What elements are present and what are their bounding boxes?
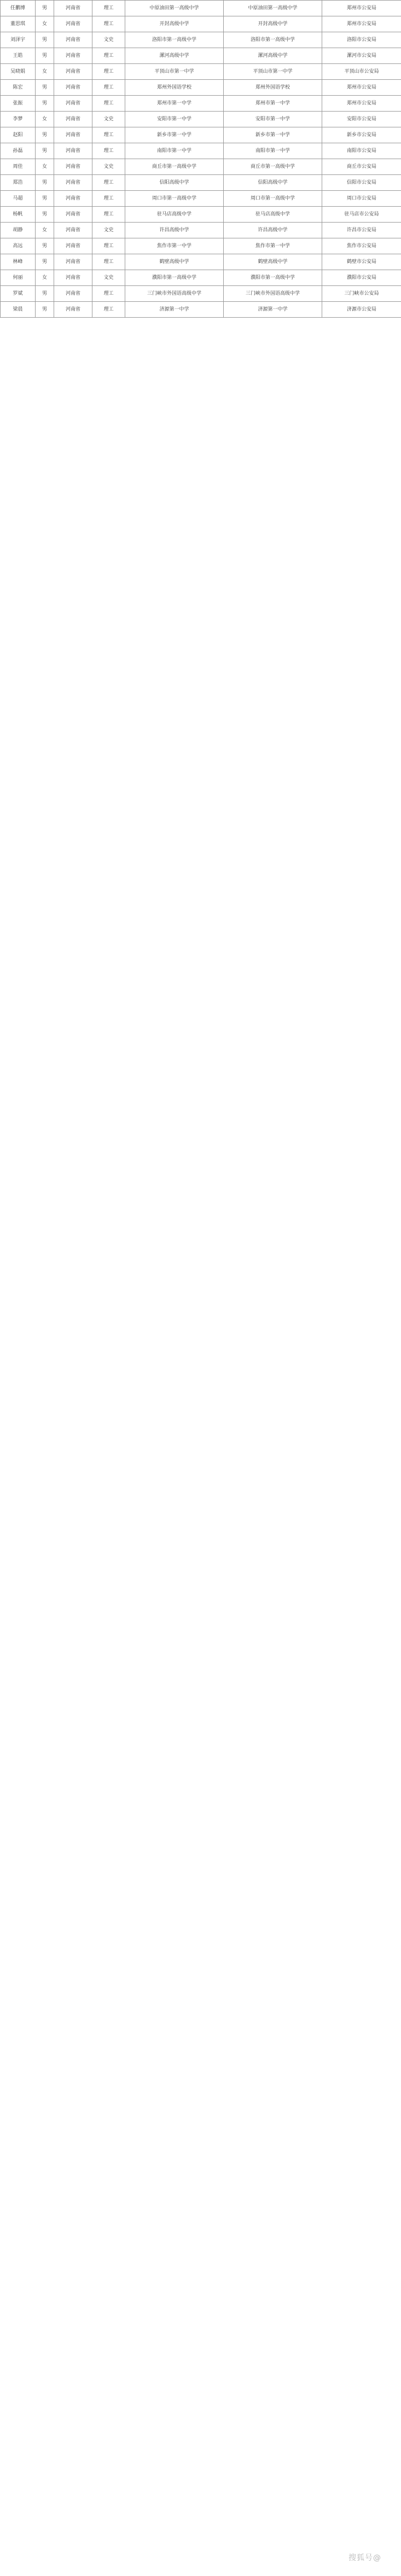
- unit-cell: 平顶山市公安局: [322, 64, 401, 80]
- category-cell: 文史: [92, 223, 125, 238]
- province-cell: 河南省: [54, 159, 92, 175]
- admit-school-cell: 郑州市第一中学: [224, 96, 322, 112]
- admit-school-cell: 漯河高级中学: [224, 48, 322, 64]
- school-cell: 郑州市第一中学: [125, 96, 224, 112]
- school-cell: 焦作市第一中学: [125, 238, 224, 254]
- school-cell: 驻马店高级中学: [125, 207, 224, 223]
- unit-cell: 三门峡市公安局: [322, 286, 401, 302]
- admit-school-cell: 开封高级中学: [224, 16, 322, 32]
- admit-school-cell: 郑州外国语学校: [224, 80, 322, 96]
- province-cell: 河南省: [54, 80, 92, 96]
- gender-cell: 女: [36, 270, 54, 286]
- table-row: [1, 159, 401, 175]
- table-row: [1, 254, 401, 270]
- unit-cell: 驻马店市公安局: [322, 207, 401, 223]
- admit-school-cell: 三门峡市外国语高级中学: [224, 286, 322, 302]
- school-cell: 平顶山市第一中学: [125, 64, 224, 80]
- table-row: [1, 270, 401, 286]
- gender-cell: 男: [36, 96, 54, 112]
- unit-cell: 信阳市公安局: [322, 175, 401, 191]
- unit-cell: 周口市公安局: [322, 191, 401, 207]
- admit-school-cell: 济源第一中学: [224, 302, 322, 318]
- gender-cell: 男: [36, 48, 54, 64]
- province-cell: 河南省: [54, 207, 92, 223]
- province-cell: 河南省: [54, 96, 92, 112]
- gender-cell: 女: [36, 16, 54, 32]
- admit-school-cell: 安阳市第一中学: [224, 112, 322, 127]
- admit-school-cell: 焦作市第一中学: [224, 238, 322, 254]
- province-cell: 河南省: [54, 48, 92, 64]
- category-cell: 理工: [92, 96, 125, 112]
- province-cell: 河南省: [54, 238, 92, 254]
- category-cell: 理工: [92, 254, 125, 270]
- unit-cell: 郑州市公安局: [322, 80, 401, 96]
- category-cell: 理工: [92, 207, 125, 223]
- table-body: [1, 1, 401, 318]
- name-cell: 林峰: [1, 254, 36, 270]
- table-row: [1, 32, 401, 48]
- category-cell: 文史: [92, 159, 125, 175]
- table-row: [1, 80, 401, 96]
- gender-cell: 男: [36, 143, 54, 159]
- category-cell: 理工: [92, 143, 125, 159]
- name-cell: 胡静: [1, 223, 36, 238]
- unit-cell: 许昌市公安局: [322, 223, 401, 238]
- school-cell: 新乡市第一中学: [125, 127, 224, 143]
- gender-cell: 男: [36, 286, 54, 302]
- gender-cell: 女: [36, 112, 54, 127]
- admit-school-cell: 驻马店高级中学: [224, 207, 322, 223]
- unit-cell: 鹤壁市公安局: [322, 254, 401, 270]
- school-cell: 濮阳市第一高级中学: [125, 270, 224, 286]
- province-cell: 河南省: [54, 286, 92, 302]
- school-cell: 郑州外国语学校: [125, 80, 224, 96]
- name-cell: 陈宏: [1, 80, 36, 96]
- name-cell: 周佳: [1, 159, 36, 175]
- category-cell: 理工: [92, 16, 125, 32]
- unit-cell: 南阳市公安局: [322, 143, 401, 159]
- name-cell: 杨帆: [1, 207, 36, 223]
- province-cell: 河南省: [54, 270, 92, 286]
- province-cell: 河南省: [54, 127, 92, 143]
- unit-cell: 郑州市公安局: [322, 1, 401, 16]
- admit-school-cell: 濮阳市第一高级中学: [224, 270, 322, 286]
- school-cell: 商丘市第一高级中学: [125, 159, 224, 175]
- category-cell: 理工: [92, 302, 125, 318]
- gender-cell: 男: [36, 302, 54, 318]
- unit-cell: 焦作市公安局: [322, 238, 401, 254]
- province-cell: 河南省: [54, 143, 92, 159]
- name-cell: 马超: [1, 191, 36, 207]
- school-cell: 南阳市第一中学: [125, 143, 224, 159]
- unit-cell: 郑州市公安局: [322, 96, 401, 112]
- category-cell: 理工: [92, 175, 125, 191]
- table-row: [1, 223, 401, 238]
- category-cell: 文史: [92, 32, 125, 48]
- school-cell: 中原油田第一高级中学: [125, 1, 224, 16]
- province-cell: 河南省: [54, 112, 92, 127]
- unit-cell: 濮阳市公安局: [322, 270, 401, 286]
- unit-cell: 郑州市公安局: [322, 16, 401, 32]
- gender-cell: 男: [36, 238, 54, 254]
- name-cell: 刘泽宇: [1, 32, 36, 48]
- table-row: [1, 48, 401, 64]
- province-cell: 河南省: [54, 175, 92, 191]
- table-row: [1, 112, 401, 127]
- province-cell: 河南省: [54, 1, 92, 16]
- school-cell: 许昌高级中学: [125, 223, 224, 238]
- admit-school-cell: 中原油田第一高级中学: [224, 1, 322, 16]
- gender-cell: 男: [36, 1, 54, 16]
- admit-school-cell: 许昌高级中学: [224, 223, 322, 238]
- unit-cell: 新乡市公安局: [322, 127, 401, 143]
- table-row: [1, 64, 401, 80]
- table-row: [1, 1, 401, 16]
- admit-school-cell: 平顶山市第一中学: [224, 64, 322, 80]
- gender-cell: 男: [36, 207, 54, 223]
- name-cell: 罗斌: [1, 286, 36, 302]
- unit-cell: 洛阳市公安局: [322, 32, 401, 48]
- gender-cell: 男: [36, 191, 54, 207]
- unit-cell: 商丘市公安局: [322, 159, 401, 175]
- province-cell: 河南省: [54, 16, 92, 32]
- category-cell: 文史: [92, 270, 125, 286]
- name-cell: 李梦: [1, 112, 36, 127]
- admit-school-cell: 洛阳市第一高级中学: [224, 32, 322, 48]
- category-cell: 理工: [92, 64, 125, 80]
- name-cell: 董思琪: [1, 16, 36, 32]
- school-cell: 洛阳市第一高级中学: [125, 32, 224, 48]
- category-cell: 理工: [92, 48, 125, 64]
- school-cell: 三门峡市外国语高级中学: [125, 286, 224, 302]
- province-cell: 河南省: [54, 254, 92, 270]
- gender-cell: 男: [36, 175, 54, 191]
- table-row: [1, 143, 401, 159]
- unit-cell: 漯河市公安局: [322, 48, 401, 64]
- admit-school-cell: 新乡市第一中学: [224, 127, 322, 143]
- school-cell: 信阳高级中学: [125, 175, 224, 191]
- province-cell: 河南省: [54, 64, 92, 80]
- name-cell: 吴晓娟: [1, 64, 36, 80]
- table-row: [1, 175, 401, 191]
- admit-school-cell: 南阳市第一中学: [224, 143, 322, 159]
- category-cell: 理工: [92, 127, 125, 143]
- table-row: [1, 191, 401, 207]
- gender-cell: 女: [36, 223, 54, 238]
- watermark: 搜狐号@: [348, 2554, 381, 2562]
- name-cell: 高远: [1, 238, 36, 254]
- name-cell: 任鹏博: [1, 1, 36, 16]
- school-cell: 安阳市第一中学: [125, 112, 224, 127]
- gender-cell: 男: [36, 127, 54, 143]
- category-cell: 理工: [92, 1, 125, 16]
- table-row: [1, 238, 401, 254]
- table-row: [1, 207, 401, 223]
- name-cell: 孙磊: [1, 143, 36, 159]
- gender-cell: 男: [36, 80, 54, 96]
- school-cell: 开封高级中学: [125, 16, 224, 32]
- name-cell: 王皓: [1, 48, 36, 64]
- table-row: [1, 96, 401, 112]
- category-cell: 理工: [92, 80, 125, 96]
- school-cell: 鹤壁高级中学: [125, 254, 224, 270]
- gender-cell: 男: [36, 32, 54, 48]
- name-cell: 梁晨: [1, 302, 36, 318]
- name-cell: 何丽: [1, 270, 36, 286]
- category-cell: 文史: [92, 112, 125, 127]
- gender-cell: 女: [36, 64, 54, 80]
- unit-cell: 济源市公安局: [322, 302, 401, 318]
- table-row: [1, 16, 401, 32]
- table-row: [1, 302, 401, 318]
- admit-school-cell: 鹤壁高级中学: [224, 254, 322, 270]
- gender-cell: 男: [36, 254, 54, 270]
- unit-cell: 安阳市公安局: [322, 112, 401, 127]
- province-cell: 河南省: [54, 191, 92, 207]
- table-row: [1, 127, 401, 143]
- school-cell: 济源第一中学: [125, 302, 224, 318]
- name-cell: 郑浩: [1, 175, 36, 191]
- admit-school-cell: 信阳高级中学: [224, 175, 322, 191]
- category-cell: 理工: [92, 286, 125, 302]
- admission-table: [0, 0, 401, 318]
- admit-school-cell: 周口市第一高级中学: [224, 191, 322, 207]
- name-cell: 张振: [1, 96, 36, 112]
- category-cell: 理工: [92, 238, 125, 254]
- category-cell: 理工: [92, 191, 125, 207]
- gender-cell: 女: [36, 159, 54, 175]
- province-cell: 河南省: [54, 302, 92, 318]
- province-cell: 河南省: [54, 32, 92, 48]
- school-cell: 漯河高级中学: [125, 48, 224, 64]
- name-cell: 赵阳: [1, 127, 36, 143]
- table-row: [1, 286, 401, 302]
- admit-school-cell: 商丘市第一高级中学: [224, 159, 322, 175]
- province-cell: 河南省: [54, 223, 92, 238]
- school-cell: 周口市第一高级中学: [125, 191, 224, 207]
